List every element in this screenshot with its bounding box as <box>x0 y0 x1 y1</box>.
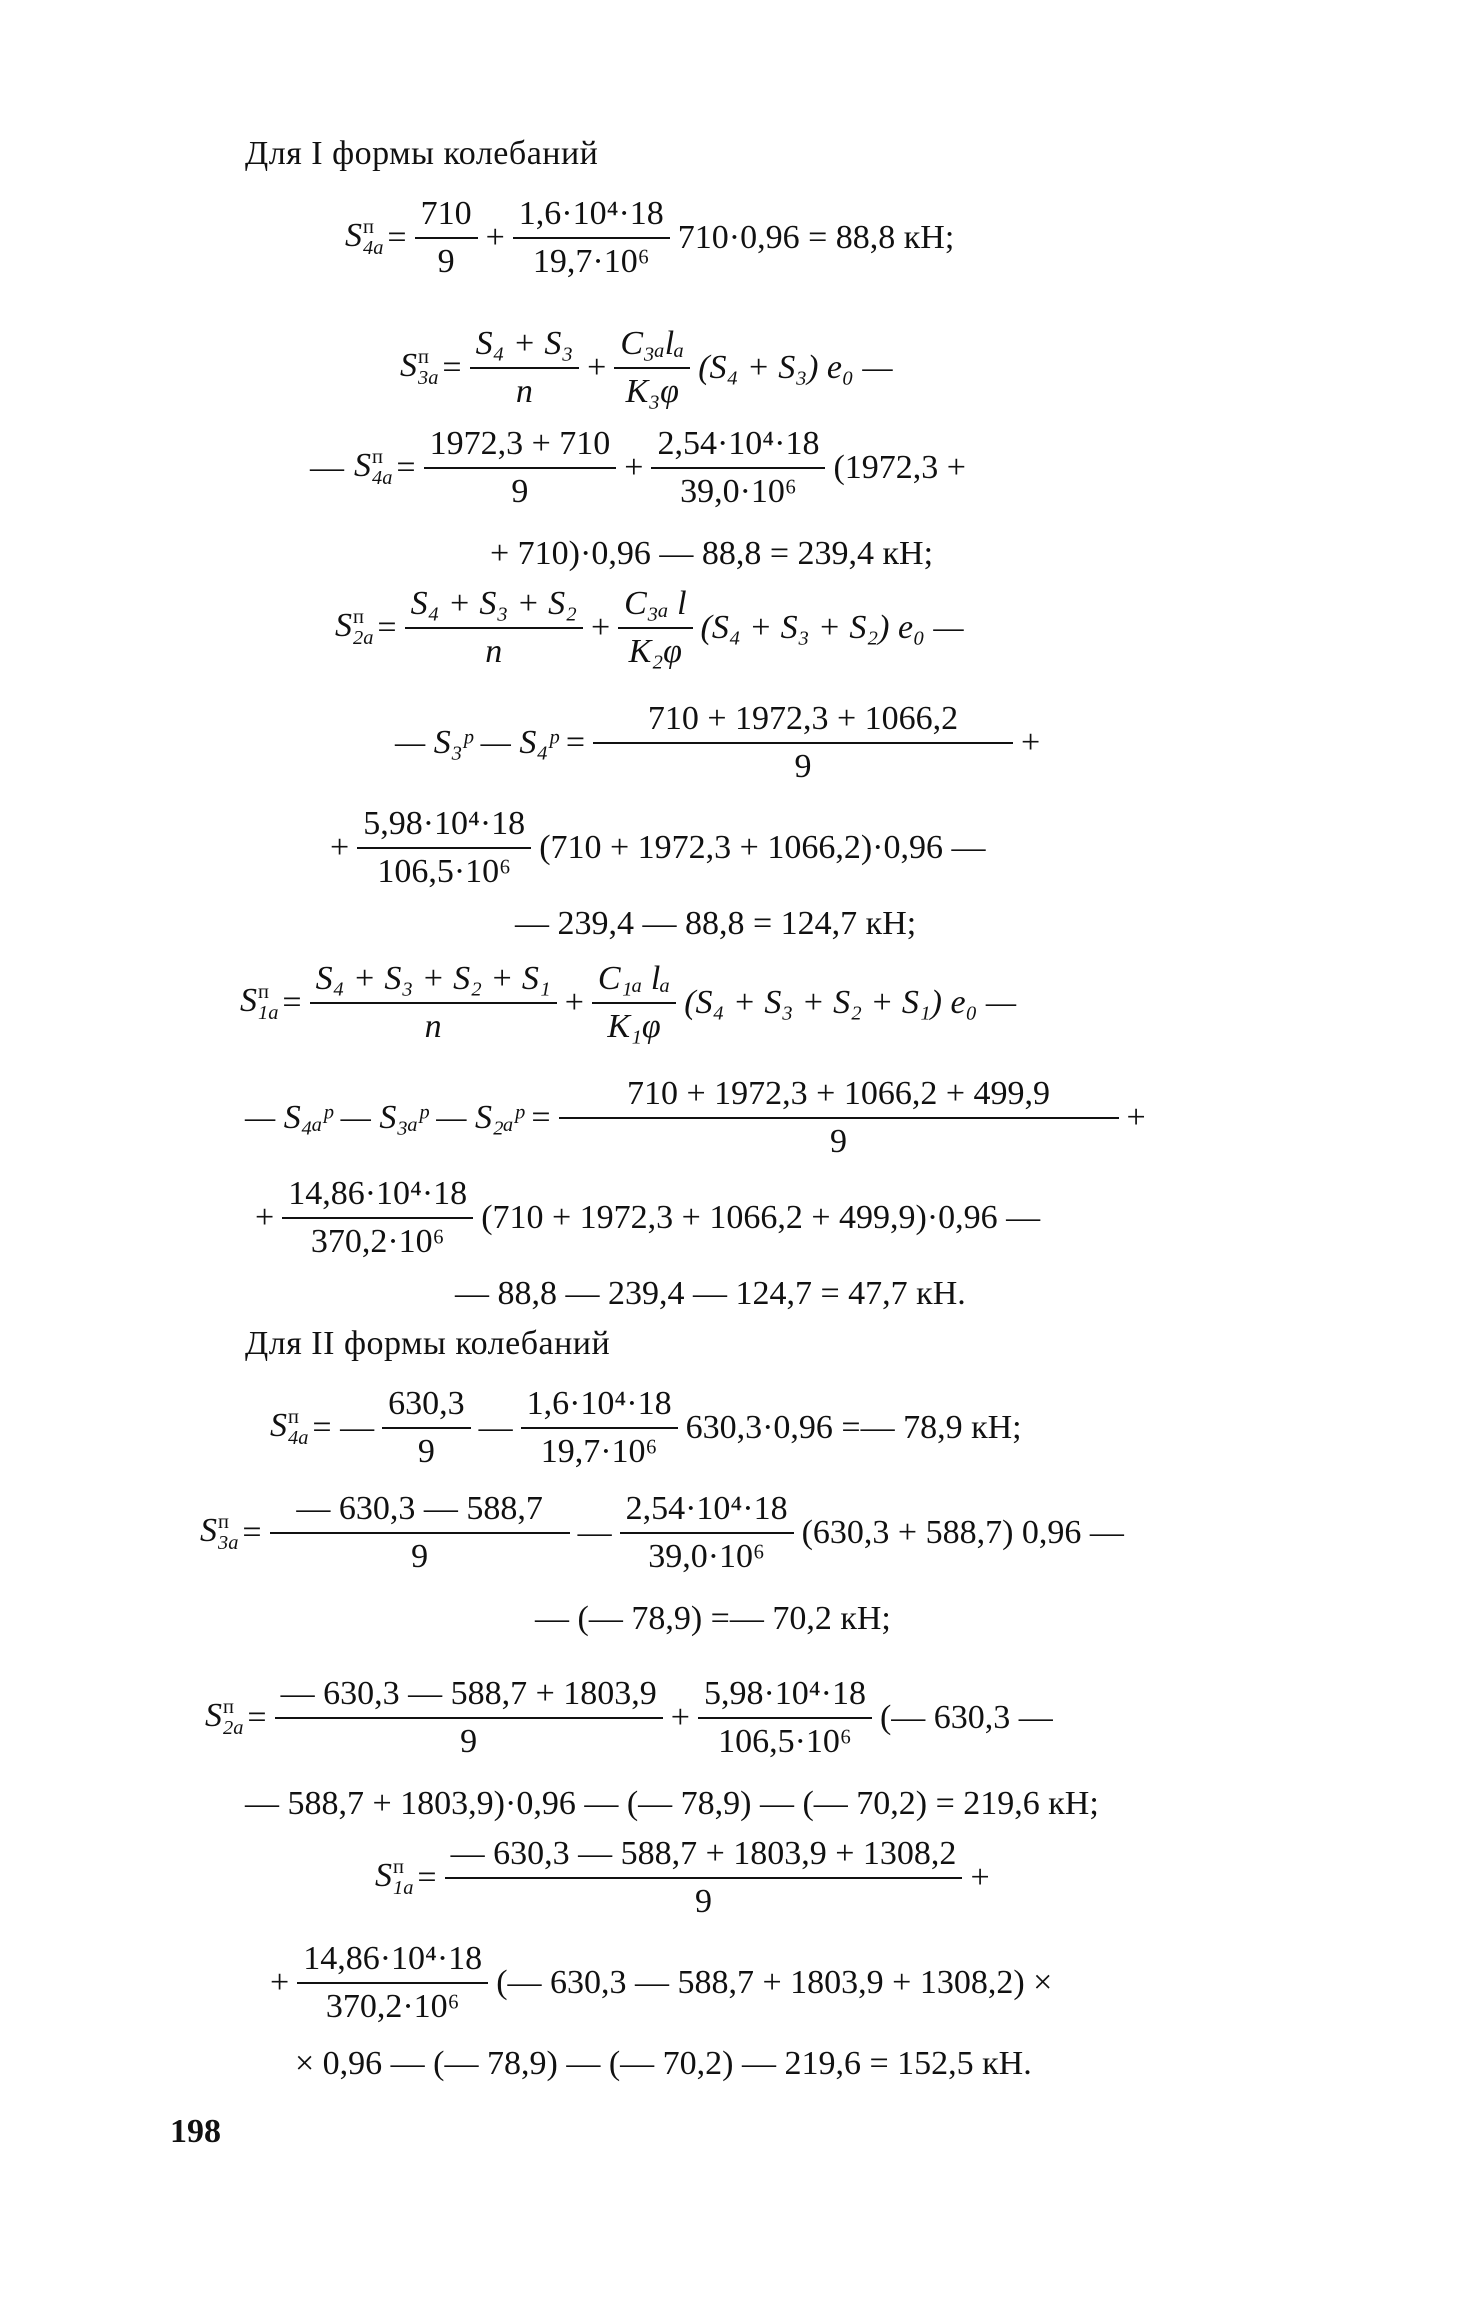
equals-sign: = <box>242 1514 262 1551</box>
formula-line: — 88,8 — 239,4 — 124,7 = 47,7 кН. <box>455 1275 966 1312</box>
fraction: $\frac{\text{S₄ + S₃ + S₂ + S₁}}{n}$ <box>310 960 557 1046</box>
formula-tail: + <box>1021 724 1041 761</box>
fraction: $\frac{\text{C₁ₐ lₐ}}{\text{K₁φ}}$ <box>592 960 676 1046</box>
symbol-s: S п 4a <box>270 1405 309 1449</box>
formula-s3a-second <box>200 1490 1124 1576</box>
formula-s2a-second-result <box>245 1785 1099 1823</box>
formula-s3a-symbolic <box>400 325 893 411</box>
operator: + <box>564 984 584 1021</box>
formula-tail: (— 630,3 — <box>879 1699 1053 1736</box>
fraction: $\frac{\text{1,6·10⁴·18}}{\text{19,7·10⁶}}$ <box>521 1385 678 1471</box>
page-number: 198 <box>170 2113 221 2150</box>
symbol-s: S п 2a <box>335 605 374 649</box>
equals-sign: = <box>565 724 586 761</box>
formula-s1a-continued <box>255 1175 1040 1261</box>
formula-s1a-result <box>455 1275 966 1313</box>
formula-line: — 588,7 + 1803,9)·0,96 — (— 78,9) — (— 70,2) = 219,6 кН; <box>245 1785 1099 1822</box>
formula-tail: + <box>1126 1099 1146 1136</box>
formula-s2a-second <box>205 1675 1053 1761</box>
formula-tail: (S₄ + S₃ + S₂ + S₁) e₀ — <box>684 984 1017 1021</box>
operator: + <box>587 349 607 386</box>
formula-s3a-numeric <box>310 425 966 511</box>
equals-sign: = <box>387 219 407 256</box>
formula-prefix: — S₃ᵖ — S₄ᵖ <box>395 724 558 761</box>
section-heading-second-mode: Для II формы колебаний <box>245 1325 611 1362</box>
fraction: $\frac{710}{9}$ <box>415 195 478 281</box>
fraction: $\frac{630,3}{9}$ <box>382 1385 471 1471</box>
formula-tail: (— 630,3 — 588,7 + 1803,9 + 1308,2) × <box>496 1964 1053 2001</box>
section-heading-first-mode: Для I формы колебаний <box>245 135 599 172</box>
operator: + <box>590 609 611 646</box>
formula-s3a-second-result <box>535 1600 891 1638</box>
fraction: $\frac{\text{2,54·10⁴·18}}{\text{39,0·10⁶}}$ <box>651 425 825 511</box>
formula-tail: (1972,3 + <box>833 449 966 486</box>
fraction: $\frac{\text{5,98·10⁴·18}}{\text{106,5·10⁶}}$ <box>698 1675 872 1761</box>
symbol-s: S п 1a <box>240 980 279 1024</box>
formula-s1a-symbolic <box>240 960 1016 1046</box>
fraction: $\frac{\text{S₄ + S₃ + S₂}}{n}$ <box>405 585 583 671</box>
operator: — <box>478 1409 513 1446</box>
fraction: $\frac{— 630,3 — 588,7 + 1803,9 + 1308,2}{9}$ <box>445 1835 963 1921</box>
equals-sign: = <box>377 609 397 646</box>
fraction: $\frac{\text{1,6·10⁴·18}}{\text{19,7·10⁶}}$ <box>513 195 670 281</box>
plus-sign: + <box>330 829 350 866</box>
fraction: $\frac{\text{C₃ₐlₐ}}{\text{K₃φ}}$ <box>614 325 690 411</box>
symbol-s: S п 4a <box>354 445 393 489</box>
equals-sign: = <box>531 1099 551 1136</box>
minus-sign: — <box>310 449 344 486</box>
fraction: $\frac{— 630,3 — 588,7}{9}$ <box>270 1490 570 1576</box>
equals-sign: = <box>282 984 302 1021</box>
symbol-s: S п 3a <box>200 1510 239 1554</box>
formula-s2a-numeric <box>395 700 1040 786</box>
equals-sign: = <box>442 349 462 386</box>
fraction: $\frac{710 + 1972,3 + 1066,2}{9}$ <box>593 700 1013 786</box>
fraction: $\frac{710 + 1972,3 + 1066,2 + 499,9}{9}$ <box>559 1075 1119 1161</box>
formula-s1a-second-continued <box>270 1940 1052 2026</box>
formula-s4a-first <box>345 195 954 281</box>
formula-s1a-numeric <box>245 1075 1146 1161</box>
fraction: $\frac{1972,3 + 710}{9}$ <box>424 425 617 511</box>
formula-tail: (630,3 + 588,7) 0,96 — <box>801 1514 1124 1551</box>
formula-s4a-second <box>270 1385 1022 1471</box>
formula-s2a-symbolic <box>335 585 964 671</box>
plus-sign: + <box>270 1964 290 2001</box>
formula-tail: (710 + 1972,3 + 1066,2)·0,96 — <box>539 829 986 866</box>
formula-s1a-second-result <box>295 2045 1032 2083</box>
formula-tail: (S₄ + S₃) e₀ — <box>698 349 893 386</box>
fraction: $\frac{— 630,3 — 588,7 + 1803,9}{9}$ <box>275 1675 663 1761</box>
formula-tail: 630,3·0,96 =— 78,9 кН; <box>685 1409 1022 1446</box>
operator: — <box>577 1514 612 1551</box>
formula-s2a-continued <box>330 805 986 891</box>
fraction: $\frac{\text{14,86·10⁴·18}}{\text{370,2·10⁶}}$ <box>282 1175 473 1261</box>
equals-sign: = <box>247 1699 267 1736</box>
formula-line: + 710)·0,96 — 88,8 = 239,4 кН; <box>490 535 934 572</box>
operator: + <box>624 449 644 486</box>
formula-tail: (S₄ + S₃ + S₂) e₀ — <box>700 609 964 646</box>
formula-tail: (710 + 1972,3 + 1066,2 + 499,9)·0,96 — <box>481 1199 1041 1236</box>
equals-sign: = <box>417 1859 437 1896</box>
fraction: $\frac{\text{C₃ₐ l}}{\text{K₂φ}}$ <box>618 585 692 671</box>
equals-sign: = — <box>312 1409 375 1446</box>
formula-line: — 239,4 — 88,8 = 124,7 кН; <box>515 905 917 942</box>
fraction: $\frac{\text{S₄ + S₃}}{n}$ <box>470 325 580 411</box>
formula-prefix: — S₄ₐᵖ — S₃ₐᵖ — S₂ₐᵖ <box>245 1099 524 1136</box>
fraction: $\frac{\text{2,54·10⁴·18}}{\text{39,0·10⁶}}$ <box>620 1490 794 1576</box>
formula-tail: + <box>970 1859 990 1896</box>
formula-tail: 710·0,96 = 88,8 кН; <box>677 219 955 256</box>
symbol-s: S п 2a <box>205 1695 244 1739</box>
formula-line: — (— 78,9) =— 70,2 кН; <box>535 1600 891 1637</box>
operator: + <box>670 1699 690 1736</box>
formula-s1a-second <box>375 1835 990 1921</box>
symbol-s: S п 4a <box>345 215 384 259</box>
equals-sign: = <box>396 449 416 486</box>
fraction: $\frac{\text{5,98·10⁴·18}}{\text{106,5·10⁶}}$ <box>357 805 531 891</box>
plus-sign: + <box>255 1199 275 1236</box>
formula-s2a-result <box>515 905 916 943</box>
operator: + <box>485 219 505 256</box>
formula-s3a-result <box>490 535 933 573</box>
fraction: $\frac{\text{14,86·10⁴·18}}{\text{370,2·10⁶}}$ <box>297 1940 488 2026</box>
symbol-s: S п 3a <box>400 345 439 389</box>
formula-line: × 0,96 — (— 78,9) — (— 70,2) — 219,6 = 152,5 кН. <box>295 2045 1032 2082</box>
symbol-s: S п 1a <box>375 1855 414 1899</box>
